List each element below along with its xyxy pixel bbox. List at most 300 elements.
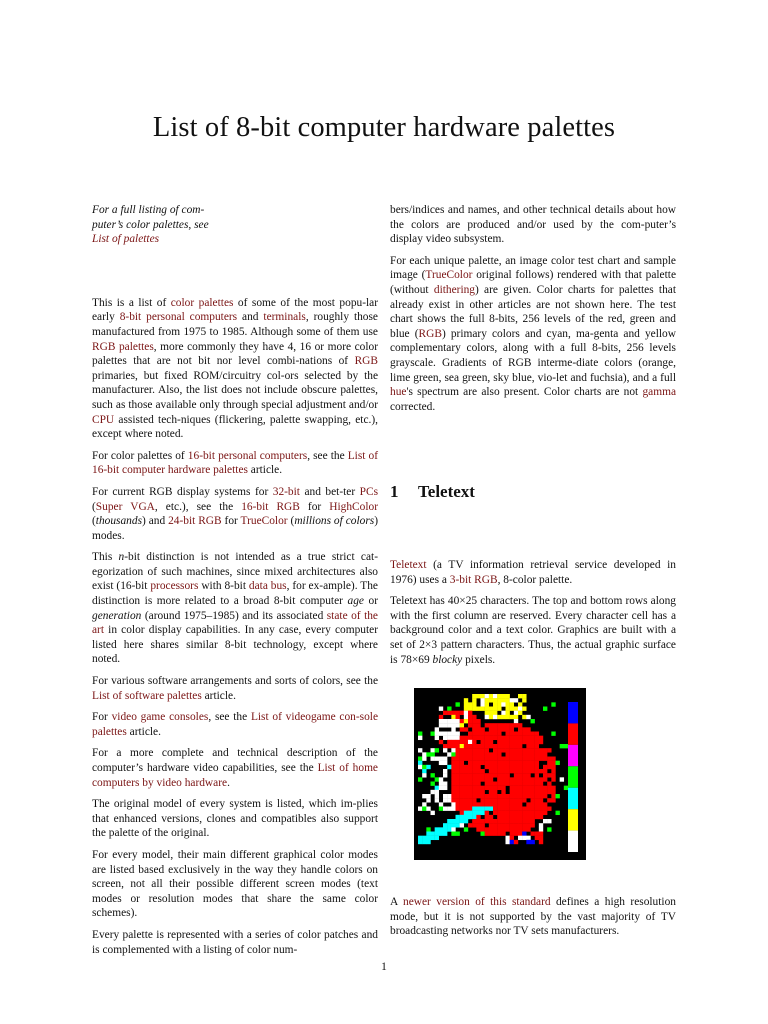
inline-link[interactable]: terminals bbox=[263, 311, 306, 324]
pixel-block bbox=[514, 782, 518, 786]
pixel-block bbox=[418, 732, 422, 736]
text-run: for bbox=[299, 500, 330, 513]
pixel-block bbox=[493, 773, 497, 777]
pixel-block bbox=[497, 827, 501, 831]
pixel-block bbox=[493, 698, 497, 702]
pixel-block bbox=[464, 773, 468, 777]
pixel-block bbox=[514, 798, 518, 802]
pixel-block bbox=[510, 715, 514, 719]
pixel-block bbox=[547, 798, 551, 802]
pixel-block bbox=[456, 702, 460, 706]
pixel-block bbox=[518, 782, 522, 786]
pixel-block bbox=[418, 761, 422, 765]
pixel-block bbox=[489, 732, 493, 736]
pixel-block bbox=[535, 836, 539, 840]
pixel-block bbox=[489, 794, 493, 798]
pixel-block bbox=[522, 752, 526, 756]
inline-link[interactable]: Super VGA bbox=[95, 500, 155, 513]
pixel-block bbox=[535, 765, 539, 769]
pixel-block bbox=[506, 752, 510, 756]
pixel-block bbox=[464, 807, 468, 811]
pixel-block bbox=[443, 757, 447, 761]
inline-link[interactable]: List of software palettes bbox=[92, 689, 202, 702]
pixel-block bbox=[543, 757, 547, 761]
pixel-block bbox=[460, 748, 464, 752]
pixel-block bbox=[485, 794, 489, 798]
pixel-block bbox=[464, 698, 468, 702]
pixel-block bbox=[489, 727, 493, 731]
pixel-block bbox=[543, 777, 547, 781]
pixel-block bbox=[464, 715, 468, 719]
pixel-block bbox=[506, 827, 510, 831]
pixel-block bbox=[531, 782, 535, 786]
pixel-block bbox=[489, 694, 493, 698]
pixel-block bbox=[526, 752, 530, 756]
pixel-block bbox=[518, 707, 522, 711]
pixel-block bbox=[481, 802, 485, 806]
pixel-block bbox=[431, 752, 435, 756]
pixel-block bbox=[526, 786, 530, 790]
text-run: ( bbox=[92, 500, 96, 513]
pixel-block bbox=[522, 727, 526, 731]
text-run: Every palette is represented with a series of color patches and is complemented with a listing of color num- bbox=[92, 928, 378, 956]
pixel-block bbox=[493, 802, 497, 806]
inline-link[interactable]: TrueColor bbox=[240, 515, 288, 528]
pixel-block bbox=[426, 827, 430, 831]
pixel-block bbox=[472, 740, 476, 744]
pixel-block bbox=[510, 794, 514, 798]
pixel-block bbox=[460, 765, 464, 769]
pixel-block bbox=[431, 836, 435, 840]
pixel-block bbox=[526, 815, 530, 819]
inline-link[interactable]: RGB bbox=[418, 327, 442, 340]
pixel-block bbox=[456, 748, 460, 752]
pixel-block bbox=[547, 748, 551, 752]
pixel-block bbox=[497, 769, 501, 773]
pixel-block bbox=[451, 786, 455, 790]
inline-link[interactable]: List of home computers by video hardware bbox=[92, 762, 378, 789]
pixel-block bbox=[543, 769, 547, 773]
pixel-block bbox=[493, 761, 497, 765]
pixel-block bbox=[443, 773, 447, 777]
inline-link[interactable]: 3-bit RGB bbox=[449, 573, 498, 586]
pixel-block bbox=[539, 740, 543, 744]
inline-link[interactable]: CPU bbox=[92, 413, 115, 426]
pixel-block bbox=[451, 752, 455, 756]
pixel-block bbox=[493, 723, 497, 727]
pixel-block bbox=[551, 732, 555, 736]
pixel-block bbox=[451, 719, 455, 723]
pixel-block bbox=[481, 777, 485, 781]
pixel-block bbox=[460, 752, 464, 756]
text-run: The original model of every system is listed, which im-plies that enhanced versions, clones and compatibles also support the palette of the original. bbox=[92, 798, 378, 840]
pixel-block bbox=[522, 707, 526, 711]
pixel-block bbox=[543, 707, 547, 711]
pixel-block bbox=[443, 732, 447, 736]
pixel-block bbox=[510, 761, 514, 765]
pixel-block bbox=[485, 736, 489, 740]
text-run: For every model, their main different graphical color modes are listed based exclusively in the way they handle colors on screen, not all their possible different screen modes (text modes or resolution modes that share the same color schemes). bbox=[92, 848, 378, 920]
pixel-block bbox=[489, 723, 493, 727]
pixel-block bbox=[439, 732, 443, 736]
pixel-block bbox=[489, 827, 493, 831]
pixel-block bbox=[451, 715, 455, 719]
inline-link[interactable]: gamma bbox=[642, 386, 676, 399]
pixel-block bbox=[489, 711, 493, 715]
pixel-block bbox=[539, 777, 543, 781]
pixel-block bbox=[531, 840, 535, 844]
pixel-block bbox=[526, 715, 530, 719]
pixel-block bbox=[431, 773, 435, 777]
pixel-block bbox=[435, 757, 439, 761]
pixel-block bbox=[510, 811, 514, 815]
pixel-block bbox=[514, 761, 518, 765]
pixel-block bbox=[485, 757, 489, 761]
pixel-block bbox=[426, 807, 430, 811]
pixel-block bbox=[472, 761, 476, 765]
pixel-block bbox=[456, 802, 460, 806]
emphasis: blocky bbox=[432, 653, 463, 666]
pixel-block bbox=[493, 769, 497, 773]
pixel-block bbox=[456, 723, 460, 727]
pixel-block bbox=[556, 794, 560, 798]
pixel-block bbox=[472, 819, 476, 823]
inline-link[interactable]: List of 16-bit computer hardware palettes bbox=[92, 449, 378, 477]
pixel-block bbox=[506, 740, 510, 744]
pixel-block bbox=[468, 786, 472, 790]
pixel-block bbox=[493, 765, 497, 769]
inline-link[interactable]: RGB bbox=[354, 355, 378, 368]
pixel-block bbox=[489, 769, 493, 773]
pixel-block bbox=[418, 836, 422, 840]
pixel-block bbox=[460, 773, 464, 777]
pixel-block bbox=[472, 802, 476, 806]
pixel-block bbox=[464, 702, 468, 706]
pixel-block bbox=[443, 823, 447, 827]
pixel-block bbox=[472, 807, 476, 811]
pixel-block bbox=[514, 744, 518, 748]
pixel-block bbox=[476, 777, 480, 781]
inline-link[interactable]: HighColor bbox=[329, 500, 378, 513]
pixel-block bbox=[514, 698, 518, 702]
pixel-block bbox=[451, 765, 455, 769]
pixel-block bbox=[431, 782, 435, 786]
inline-link[interactable]: 16-bit personal computers bbox=[187, 449, 308, 462]
pixel-block bbox=[522, 740, 526, 744]
pixel-block bbox=[468, 769, 472, 773]
pixel-block bbox=[497, 765, 501, 769]
pixel-block bbox=[522, 769, 526, 773]
pixel-block bbox=[443, 782, 447, 786]
pixel-block bbox=[510, 723, 514, 727]
pixel-block bbox=[506, 765, 510, 769]
pixel-block bbox=[451, 794, 455, 798]
pixel-block bbox=[464, 769, 468, 773]
inline-link[interactable]: newer version of this standard bbox=[403, 896, 551, 908]
pixel-block bbox=[456, 782, 460, 786]
pixel-block bbox=[506, 819, 510, 823]
pixel-block bbox=[451, 769, 455, 773]
pixel-block bbox=[526, 732, 530, 736]
pixel-block bbox=[460, 757, 464, 761]
pixel-block bbox=[493, 736, 497, 740]
pixel-block bbox=[518, 694, 522, 698]
pixel-block bbox=[539, 802, 543, 806]
text-run: ) modes. bbox=[92, 515, 378, 542]
pixel-block bbox=[531, 744, 535, 748]
pixel-block bbox=[472, 823, 476, 827]
pixel-block bbox=[547, 757, 551, 761]
pixel-block bbox=[481, 736, 485, 740]
inline-link[interactable]: state of the art bbox=[92, 609, 378, 637]
inline-link[interactable]: dithering bbox=[433, 283, 475, 296]
pixel-block bbox=[506, 748, 510, 752]
pixel-block bbox=[514, 752, 518, 756]
pixel-block bbox=[526, 790, 530, 794]
text-run: ( bbox=[287, 515, 295, 528]
paragraph bbox=[92, 550, 378, 667]
pixel-block bbox=[510, 736, 514, 740]
pixel-block bbox=[493, 794, 497, 798]
text-run: For color palettes of bbox=[92, 449, 188, 462]
pixel-block bbox=[464, 782, 468, 786]
pixel-block bbox=[518, 819, 522, 823]
pixel-block bbox=[460, 723, 464, 727]
inline-link[interactable]: 8-bit personal computers bbox=[119, 311, 238, 324]
pixel-block bbox=[535, 736, 539, 740]
section-number: 1 bbox=[390, 482, 399, 501]
pixel-block bbox=[485, 694, 489, 698]
pixel-block bbox=[431, 732, 435, 736]
text-run: and bet-ter bbox=[299, 485, 360, 498]
hatnote-text: For a full listing of com-puter’s color palettes, see bbox=[92, 204, 209, 231]
pixel-block bbox=[510, 815, 514, 819]
pixel-block bbox=[551, 773, 555, 777]
pixel-block bbox=[526, 827, 530, 831]
pixel-block bbox=[531, 777, 535, 781]
pixel-block bbox=[501, 761, 505, 765]
inline-link[interactable]: List of videogame con-sole palettes bbox=[92, 711, 378, 738]
pixel-block bbox=[485, 807, 489, 811]
pixel-block bbox=[468, 782, 472, 786]
pixel-block bbox=[560, 744, 564, 748]
pixel-block bbox=[464, 802, 468, 806]
pixel-block bbox=[531, 732, 535, 736]
pixel-block bbox=[547, 773, 551, 777]
pixel-block bbox=[518, 752, 522, 756]
pixel-block bbox=[522, 827, 526, 831]
pixel-block bbox=[472, 765, 476, 769]
inline-link[interactable]: 32-bit bbox=[272, 485, 300, 498]
inline-link[interactable]: hue bbox=[390, 386, 407, 399]
pixel-block bbox=[456, 769, 460, 773]
pixel-block bbox=[535, 732, 539, 736]
inline-link[interactable]: color palettes bbox=[170, 296, 234, 309]
pixel-block bbox=[456, 823, 460, 827]
pixel-block bbox=[497, 752, 501, 756]
pixel-block bbox=[426, 836, 430, 840]
pixel-block bbox=[522, 832, 526, 836]
color-bar-swatch bbox=[568, 809, 578, 830]
paragraph bbox=[92, 848, 378, 921]
pixel-block bbox=[456, 752, 460, 756]
pixel-block bbox=[501, 798, 505, 802]
pixel-block bbox=[485, 815, 489, 819]
pixel-block bbox=[481, 757, 485, 761]
pixel-block bbox=[489, 798, 493, 802]
text-run: ) and bbox=[142, 515, 169, 528]
pixel-block bbox=[456, 744, 460, 748]
pixel-block bbox=[531, 740, 535, 744]
pixel-block bbox=[468, 765, 472, 769]
inline-link[interactable]: TrueColor bbox=[425, 269, 473, 282]
pixel-block bbox=[501, 773, 505, 777]
pixel-block bbox=[468, 744, 472, 748]
pixel-block bbox=[518, 723, 522, 727]
pixel-block bbox=[476, 769, 480, 773]
pixel-block bbox=[522, 807, 526, 811]
pixel-block bbox=[489, 807, 493, 811]
pixel-block bbox=[476, 727, 480, 731]
pixel-block bbox=[451, 832, 455, 836]
pixel-block bbox=[497, 707, 501, 711]
pixel-block bbox=[510, 827, 514, 831]
pixel-block bbox=[501, 790, 505, 794]
pixel-block bbox=[472, 786, 476, 790]
pixel-block bbox=[456, 794, 460, 798]
pixel-block bbox=[526, 757, 530, 761]
text-run: pixels. bbox=[462, 653, 496, 666]
pixel-block bbox=[431, 832, 435, 836]
pixel-block bbox=[497, 777, 501, 781]
text-run: with 8-bit bbox=[198, 580, 249, 593]
inline-link[interactable]: 24-bit RGB bbox=[168, 515, 222, 528]
pixel-block bbox=[456, 807, 460, 811]
pixel-block bbox=[485, 702, 489, 706]
inline-link[interactable]: processors bbox=[150, 580, 199, 593]
pixel-block bbox=[468, 711, 472, 715]
pixel-block bbox=[531, 798, 535, 802]
inline-link[interactable]: RGB palettes bbox=[92, 340, 154, 353]
pixel-block bbox=[506, 711, 510, 715]
pixel-block bbox=[485, 711, 489, 715]
pixel-block bbox=[464, 752, 468, 756]
pixel-block bbox=[518, 807, 522, 811]
pixel-block bbox=[522, 761, 526, 765]
pixel-block bbox=[472, 777, 476, 781]
inline-link[interactable]: data bus bbox=[248, 580, 287, 593]
pixel-block bbox=[539, 769, 543, 773]
pixel-block bbox=[493, 782, 497, 786]
pixel-block bbox=[468, 732, 472, 736]
pixel-block bbox=[543, 819, 547, 823]
pixel-block bbox=[551, 702, 555, 706]
pixel-block bbox=[526, 740, 530, 744]
pixel-block bbox=[510, 802, 514, 806]
inline-link[interactable]: PCs bbox=[359, 485, 379, 498]
inline-link[interactable]: Teletext bbox=[390, 559, 427, 571]
pixel-block bbox=[443, 769, 447, 773]
text-run: (around 1975–1985) and its associated bbox=[141, 609, 327, 622]
pixel-block bbox=[535, 757, 539, 761]
pixel-block bbox=[514, 794, 518, 798]
pixel-block bbox=[535, 790, 539, 794]
pixel-block bbox=[497, 694, 501, 698]
pixel-block bbox=[497, 757, 501, 761]
pixel-block bbox=[456, 711, 460, 715]
text-run: of some of the most popu-lar early bbox=[92, 296, 379, 324]
text-run: defines a high resolution mode, but it is not supported by the vast majority of TV broadcasting networks nor TV sets manufacturers. bbox=[390, 896, 676, 938]
pixel-block bbox=[439, 777, 443, 781]
inline-link[interactable]: 16-bit RGB bbox=[241, 500, 300, 513]
pixel-block bbox=[443, 719, 447, 723]
pixel-block bbox=[435, 748, 439, 752]
hatnote-link[interactable]: List of palettes bbox=[92, 233, 160, 246]
pixel-block bbox=[447, 736, 451, 740]
pixel-block bbox=[514, 707, 518, 711]
pixel-block bbox=[493, 798, 497, 802]
pixel-block bbox=[535, 773, 539, 777]
pixel-block bbox=[481, 807, 485, 811]
pixel-block bbox=[535, 777, 539, 781]
pixel-block bbox=[489, 832, 493, 836]
pixel-block bbox=[443, 832, 447, 836]
pixel-block bbox=[493, 732, 497, 736]
emphasis: millions of colors bbox=[294, 515, 375, 528]
pixel-block bbox=[489, 707, 493, 711]
pixel-block bbox=[476, 694, 480, 698]
pixel-block bbox=[489, 761, 493, 765]
pixel-block bbox=[472, 790, 476, 794]
pixel-block bbox=[489, 790, 493, 794]
pixel-block bbox=[526, 819, 530, 823]
pixel-block bbox=[439, 740, 443, 744]
pixel-block bbox=[535, 794, 539, 798]
pixel-block bbox=[522, 732, 526, 736]
pixel-block bbox=[468, 807, 472, 811]
pixel-block bbox=[535, 786, 539, 790]
pixel-block bbox=[460, 823, 464, 827]
pixel-block bbox=[535, 798, 539, 802]
pixel-block bbox=[531, 815, 535, 819]
text-run: corrected. bbox=[390, 400, 436, 413]
pixel-block bbox=[547, 790, 551, 794]
pixel-block bbox=[497, 740, 501, 744]
pixel-block bbox=[447, 740, 451, 744]
text-run: , etc.), see the bbox=[154, 500, 242, 513]
pixel-block bbox=[531, 790, 535, 794]
pixel-block bbox=[501, 711, 505, 715]
pixel-block bbox=[526, 802, 530, 806]
pixel-block bbox=[497, 727, 501, 731]
pixel-block bbox=[501, 769, 505, 773]
pixel-block bbox=[460, 719, 464, 723]
inline-link[interactable]: video game consoles bbox=[111, 711, 209, 724]
pixel-block bbox=[526, 807, 530, 811]
pixel-block bbox=[543, 752, 547, 756]
pixel-block bbox=[489, 715, 493, 719]
pixel-block bbox=[464, 798, 468, 802]
pixel-block bbox=[472, 782, 476, 786]
pixel-block bbox=[518, 744, 522, 748]
pixel-block bbox=[526, 761, 530, 765]
pixel-block bbox=[472, 719, 476, 723]
pixel-block bbox=[514, 769, 518, 773]
pixel-block bbox=[531, 832, 535, 836]
pixel-block bbox=[456, 832, 460, 836]
pixel-block bbox=[464, 786, 468, 790]
text-run: primaries, but fixed ROM/circuitry col-ors selected by the manufacturer. Also, the list does not include obscure palettes, such as those available only through special adjustment and/or bbox=[92, 369, 378, 411]
